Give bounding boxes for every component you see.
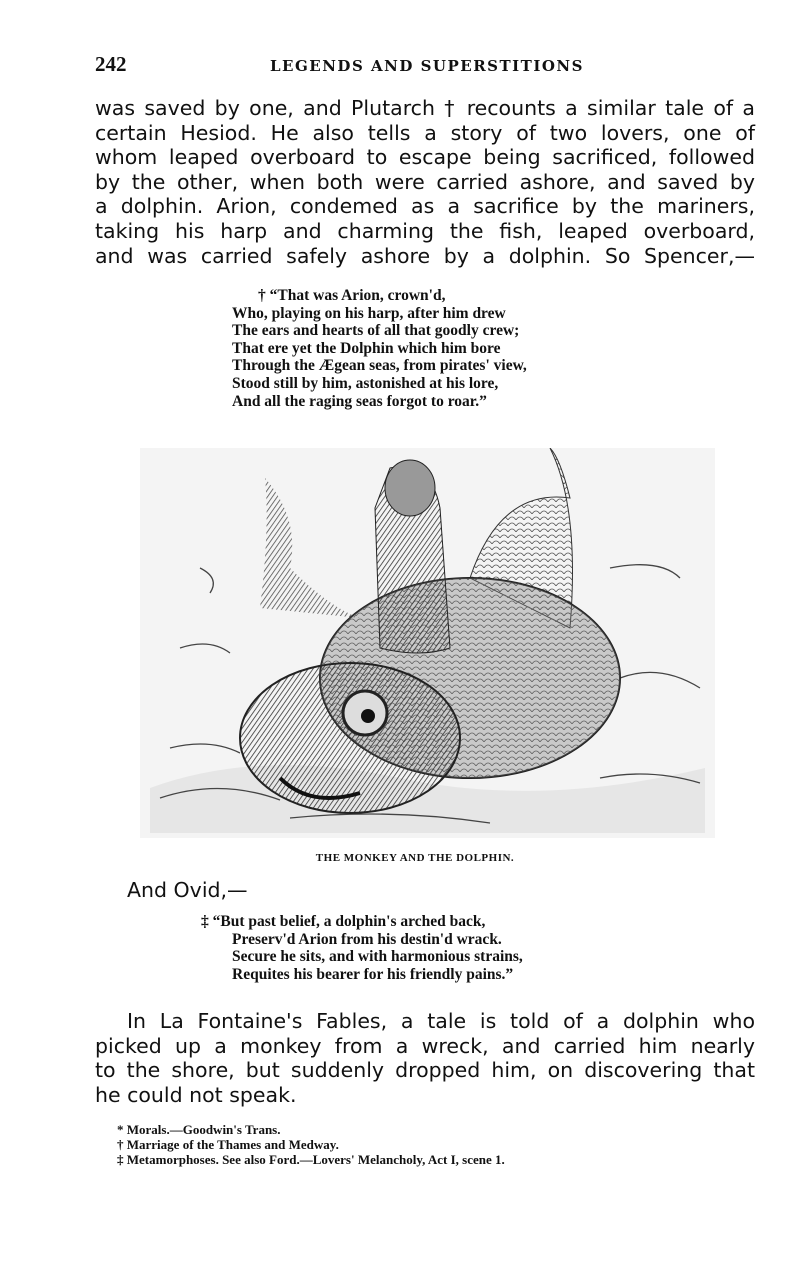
text-line: by the other, when both were carried ashore, and saved by xyxy=(95,169,755,194)
poem-line: Who, playing on his harp, after him drew xyxy=(232,304,506,322)
running-title: LEGENDS AND SUPERSTITIONS xyxy=(270,57,584,75)
poem-line: † “That was Arion, crown'd, xyxy=(258,287,446,304)
poem-line: Preserv'd Arion from his destin'd wrack. xyxy=(232,930,502,948)
text-line: whom leaped overboard to escape being sacrificed, followed xyxy=(95,145,755,170)
footnote: * Morals.—Goodwin's Trans. xyxy=(117,1122,281,1137)
text-line: picked up a monkey from a wreck, and carried him nearly xyxy=(95,1033,755,1058)
footnote: † Marriage of the Thames and Medway. xyxy=(117,1137,339,1152)
poem-line: And all the raging seas forgot to roar.” xyxy=(232,392,487,410)
poem-line: Requites his bearer for his friendly pains.” xyxy=(232,965,514,983)
text-line: and was carried safely ashore by a dolphin. So Spencer,— xyxy=(95,243,755,268)
illustration-caption: THE MONKEY AND THE DOLPHIN. xyxy=(315,852,515,864)
poem-line: Stood still by him, astonished at his lore, xyxy=(232,374,499,392)
monkey-and-dolphin-engraving xyxy=(140,448,715,838)
text-line: In La Fontaine's Fables, a tale is told of a dolphin who xyxy=(127,1009,755,1033)
paragraph-1 xyxy=(95,96,755,268)
text-line: to the shore, but suddenly dropped him, on discovering that xyxy=(95,1058,755,1083)
poem-ovid xyxy=(201,913,523,983)
text-line: was saved by one, and Plutarch † recounts a similar tale of a xyxy=(95,96,755,120)
text-line: a dolphin. Arion, condemed as a sacrifice by the mariners, xyxy=(95,194,755,219)
ovid-intro: And Ovid,— xyxy=(127,878,248,902)
poem-line: Secure he sits, and with harmonious strains, xyxy=(232,948,523,966)
text-line: certain Hesiod. He also tells a story of two lovers, one of xyxy=(95,120,755,145)
text-line: he could not speak. xyxy=(95,1082,297,1107)
footnote: ‡ Metamorphoses. See also Ford.—Lovers' Melancholy, Act I, scene 1. xyxy=(117,1152,505,1167)
poem-line: Through the Ægean seas, from pirates' view, xyxy=(232,357,527,375)
poem-line: The ears and hearts of all that goodly crew; xyxy=(232,322,520,340)
text-line: taking his harp and charming the fish, leaped overboard, xyxy=(95,218,755,243)
poem-line: That ere yet the Dolphin which him bore xyxy=(232,339,501,357)
footnotes xyxy=(117,1122,505,1167)
poem-spenser xyxy=(232,287,527,410)
poem-line: ‡ “But past belief, a dolphin's arched back, xyxy=(201,913,486,930)
paragraph-2 xyxy=(95,1009,755,1107)
page-number: 242 xyxy=(95,52,127,76)
